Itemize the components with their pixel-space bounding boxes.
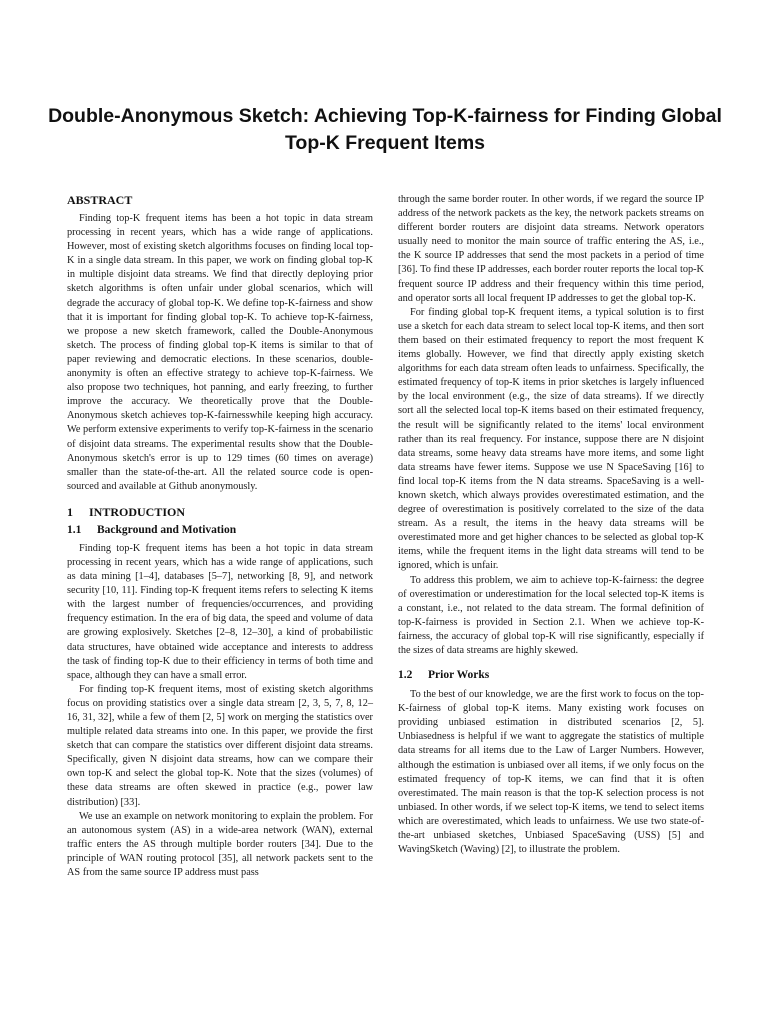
subsection-1-1-heading: [67, 523, 373, 538]
subsection-1-2-number: 1.2: [398, 669, 413, 682]
section-1-heading: [67, 504, 373, 520]
intro-paragraph-5: To address this problem, we aim to achieve top-K-fairness: the degree of overestimation or underestimation for the local selected top-K items is a constant, i.e., not related to the data stream. The formal definition of top-K-fairness is provided in Section 2.1. When we achieve top-K-fairness, the accuracy of global top-K will rise significantly, especially if the sizes of data streams are highly skewed.: [398, 574, 704, 656]
abstract-text: Finding top-K frequent items has been a hot topic in data stream processing in recent years, which has a wide range of applications. However, most of existing sketch algorithms focuses on finding local top-K in a single data stream. In this paper, we work on finding global top-K in multiple disjoint data streams. We find that directly deploying prior sketch algorithms is often unfair under global scenarios, which will degrade the accuracy of global top-K. We define top-K-fairness and show that it is important for finding global top-K. To achieve top-K-fairness, we propose a new sketch framework, called the Double-Anonymous sketch. The process of finding global top-K items is similar to that of paper reviewing and democratic elections. In these scenarios, double-anonymity is often an effective strategy to achieve top-K-fairness. We also propose two techniques, hot panning, and early freezing, to further improve the accuracy. We theoretically prove that the Double-Anonymous sketch achieves top-K-fairnesswhile keeping high accuracy. We perform extensive experiments to verify top-K-fairness in the scenario of disjoint data streams. The experimental results show that the Double-Anonymous sketch's error is up to 129 times (60 times on average) smaller than the state-of-the-art. All the related source code is open-sourced and available at Github anonymously.: [67, 213, 373, 492]
right-column: [398, 193, 704, 857]
subsection-1-2-heading: [398, 668, 704, 683]
intro-paragraph-4: For finding global top-K frequent items, a typical solution is to first use a sketch for each data stream to select local top-K items, and then sort them based on their estimated frequency to report the most frequent K items globally. However, we find that directly apply existing sketch algorithms for each data stream often leads to unfairness. Specifically, the estimated frequency of top-K items in prior sketches is largely influenced by the local environment (e.g., the size of data streams). If we directly sort all the selected local top-K items based on their estimated frequency, the result will be significantly related to the items' local environment rather than its real frequency. For instance, suppose there are N disjoint data streams, some heavy data streams have more items, and some light data streams have fewer items. Suppose we use N SpaceSaving [16] to find local top-K items from the N data streams. SpaceSaving is a well-known sketch, which always provides overestimated estimation, and the degree of overestimation is positively correlated to the size of the data stream. As a result, the items in the heavy data streams will be overestimated more and get higher chances to be selected as global top-K items, while the frequent items in the light data streams will tend to be ignored, which is unfair.: [398, 306, 704, 572]
paper-title: Double-Anonymous Sketch: Achieving Top-K-fairness for Finding Global Top-K Frequent Items: [48, 105, 722, 154]
subsection-1-2-title: Prior Works: [428, 669, 490, 682]
subsection-1-1-title: Background and Motivation: [97, 523, 237, 536]
intro-paragraph-2: For finding top-K frequent items, most of existing sketch algorithms focus on providing statistics over a single data stream [2, 3, 5, 7, 8, 12–16, 31, 32], while a few of them [2, 5] work on merging the statistics over multiple related data streams into one. In this paper, we provide the first sketch that can compare the statistics over different disjoint data streams. Specifically, given N disjoint data streams, how can we compare their own top-K and select the global top-K. Note that the sizes (volumes) of these data streams are often skewed in practice (e.g., power law distribution) [33].: [67, 683, 373, 808]
section-1-number: 1: [67, 504, 73, 519]
prior-works-paragraph: To the best of our knowledge, we are the first work to focus on the top-K-fairness of global top-K items. Many existing work focuses on providing unbiased estimation in distributed scenarios [2, 5]. Unbiasedness is helpful if we want to aggregate the statistics of multiple data streams for all items due to the Law of Larger Numbers. However, although the estimation is unbiased over all items, if we only focus on the estimated frequency of top-K items, we can find that it is often overestimated. The main reason is that the top-K selection process is not unbiased. In other words, if we select top-K items, we tend to select items which are overestimated, which leads to unfairness. We use two state-of-the-art unbiased sketches, Unbiased SpaceSaving (USS) [5] and WavingSketch (Waving) [2], to illustrate the problem.: [398, 689, 704, 856]
intro-paragraph-3: We use an example on network monitoring to explain the problem. For an autonomous system (AS) in a wide-area network (WAN), external traffic enters the AS through multiple border routers [34]. Due to the principle of WAN routing protocol [35], all network packets sent to the AS from the same source IP address must pass: [67, 810, 373, 879]
abstract-heading: ABSTRACT: [67, 193, 133, 207]
section-1-title: INTRODUCTION: [89, 504, 186, 519]
subsection-1-1-number: 1.1: [67, 523, 82, 536]
intro-paragraph-1: Finding top-K frequent items has been a hot topic in data stream processing in recent years, which has a wide range of applications, such as data mining [1–4], databases [5–7], networking [8, 9], and network security [10, 11]. Finding top-K frequent items refers to selecting K items with the largest number of frequencies/occurrences, and providing frequency estimation. In the era of big data, the speed and volume of data are growing explosively. Sketches [2–8, 12–30], a kind of probabilistic data structures, have obtained wide acceptance and interests to address the task of finding top-K due to their efficiency in terms of both time and space, although they can have a small error.: [67, 542, 373, 681]
left-column: [67, 192, 373, 880]
intro-paragraph-3-continued: through the same border router. In other words, if we regard the source IP address of the network packets as the key, the network packets streams on different border routers are disjoint data streams. Network operators usually need to monitor the main source of traffic entering the AS, i.e., the K source IP addresses that send the most packets in a period of time [36]. To find these IP addresses, each border router reports the local top-K frequent source IP address and their frequency within this time period, and operator sorts all local frequent IP addresses to get the global top-K.: [398, 194, 704, 304]
